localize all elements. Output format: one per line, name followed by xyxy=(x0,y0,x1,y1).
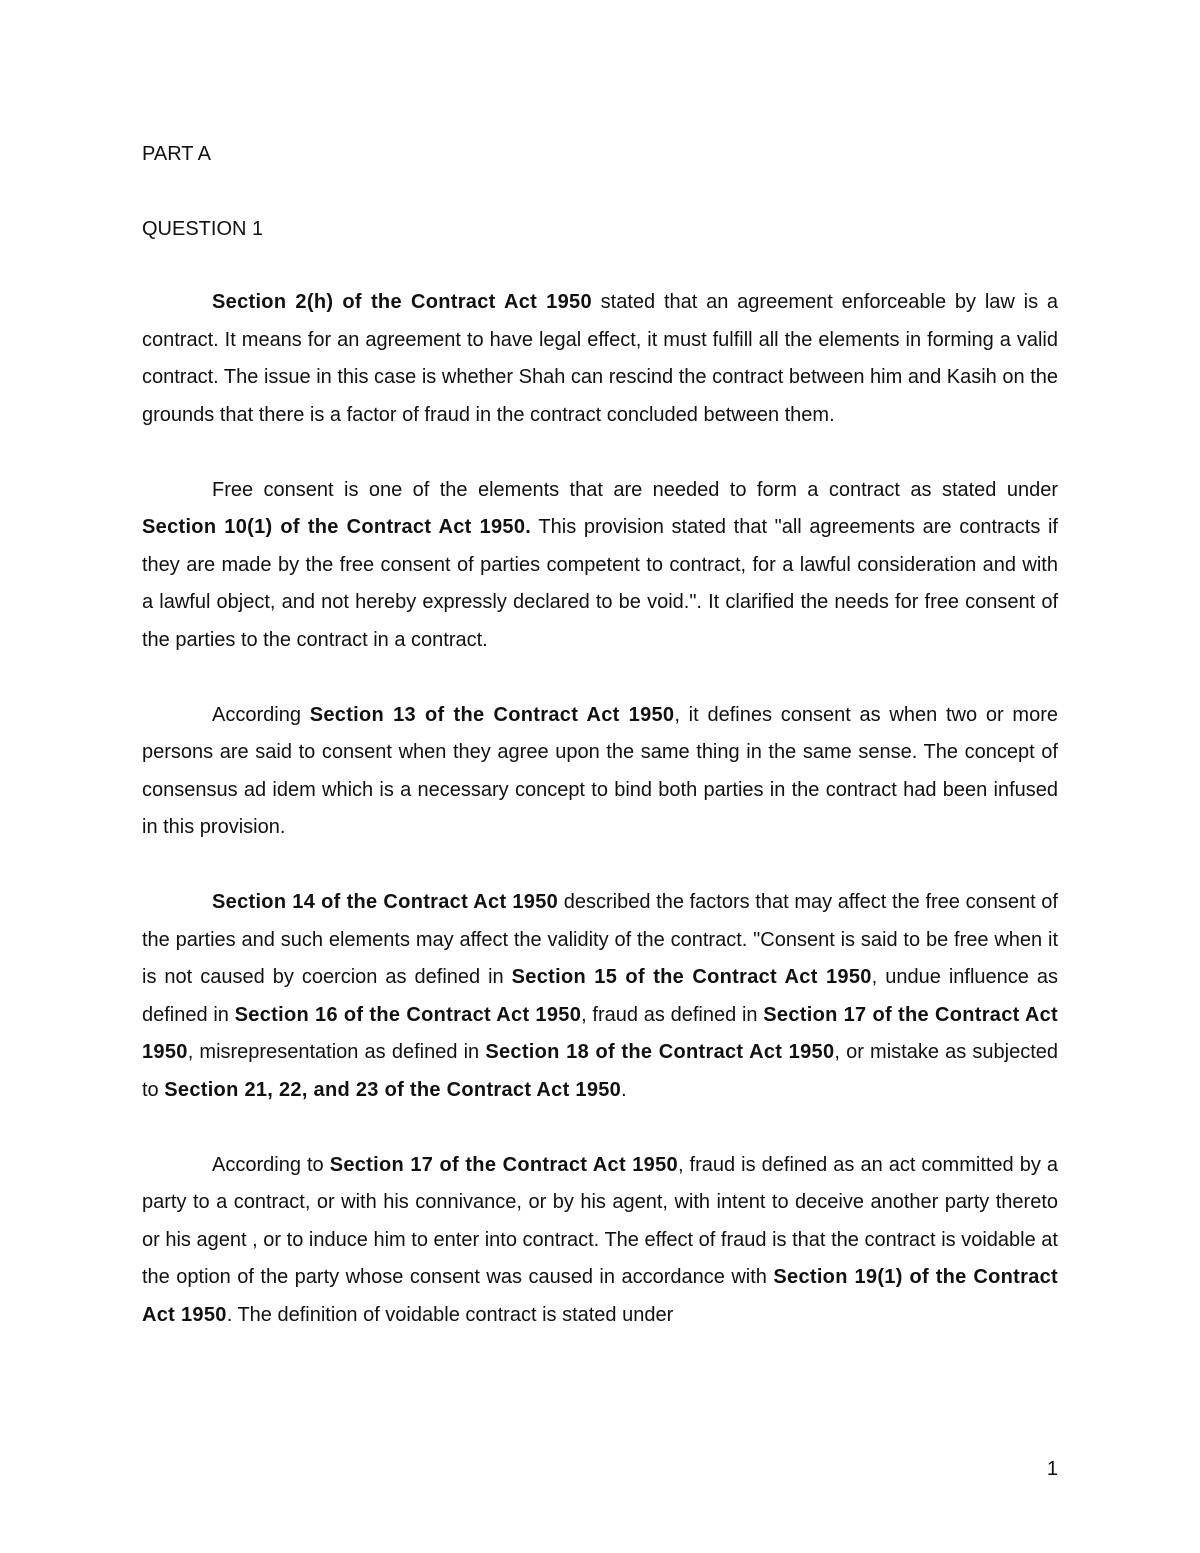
paragraph xyxy=(142,1147,1058,1335)
paragraph xyxy=(142,284,1058,434)
statute-reference: Section 16 of the Contract Act 1950 xyxy=(234,1003,582,1026)
statute-reference: Section 10(1) of the Contract Act 1950. xyxy=(142,516,532,538)
statute-reference: Section 17 of the Contract Act 1950 xyxy=(329,1153,678,1176)
statute-reference: Section 15 of the Contract Act 1950 xyxy=(511,966,872,988)
statute-reference: Section 18 of the Contract Act 1950 xyxy=(485,1041,835,1063)
text-run: Free consent is one of the elements that are needed to form a contract as stated under xyxy=(212,478,1058,501)
text-run: . xyxy=(621,1078,627,1101)
page-number: 1 xyxy=(1046,1458,1058,1480)
paragraph xyxy=(142,884,1058,1109)
text-run: , fraud is defined as an act committed by a party to a contract, or with his connivance, or by his agent, with intent to deceive another party thereto or his agent , or to induce him to enter into contract. The effect of fraud is that the contract is voidable at the option of the party whose consent was caused in accordance with xyxy=(142,1153,1058,1288)
text-run: , or mistake as subjected to xyxy=(142,1041,1059,1101)
part-heading: PART A xyxy=(142,143,211,165)
text-run: According xyxy=(212,703,310,726)
paragraph xyxy=(142,472,1058,660)
text-run: , misrepresentation as defined in xyxy=(187,1041,486,1063)
text-run: . The definition of voidable contract is stated under xyxy=(226,1303,674,1326)
statute-reference: Section 2(h) of the Contract Act 1950 xyxy=(212,291,592,313)
text-run: This provision stated that "all agreements are contracts if they are made by the free consent of parties competent to contract, for a lawful consideration and with a lawful object, and not hereby expressly declared to be void.". It clarified the needs for free consent of the parties to the contract in a contract. xyxy=(142,516,1058,651)
text-run: , it defines consent as when two or more persons are said to consent when they agree upon the same thing in the same sense. The concept of consensus ad idem which is a necessary concept to bind both parties in the contract had been infused in this provision. xyxy=(142,703,1058,838)
text-run: , fraud as defined in xyxy=(581,1003,764,1026)
statute-reference: Section 14 of the Contract Act 1950 xyxy=(212,891,559,913)
statute-reference: Section 21, 22, and 23 of the Contract Act 1950 xyxy=(164,1078,622,1101)
statute-reference: Section 13 of the Contract Act 1950 xyxy=(309,703,675,726)
body-text xyxy=(142,284,1058,1372)
text-run: stated that an agreement enforceable by law is a contract. It means for an agreement to have legal effect, it must fulfill all the elements in forming a valid contract. The issue in this case is whether Shah can rescind the contract between him and Kasih on the grounds that there is a factor of fraud in the contract concluded between them. xyxy=(142,291,1058,426)
question-heading: QUESTION 1 xyxy=(142,218,264,240)
text-run: , undue influence as defined in xyxy=(142,966,1058,1026)
paragraph xyxy=(142,697,1058,847)
statute-reference: Section 19(1) of the Contract Act 1950 xyxy=(142,1266,1058,1326)
text-run: According to xyxy=(212,1153,330,1176)
text-run: described the factors that may affect the free consent of the parties and such elements may affect the validity of the contract. "Consent is said to be free when it is not caused by coercion as defined in xyxy=(142,891,1058,988)
statute-reference: Section 17 of the Contract Act 1950 xyxy=(142,1003,1059,1063)
